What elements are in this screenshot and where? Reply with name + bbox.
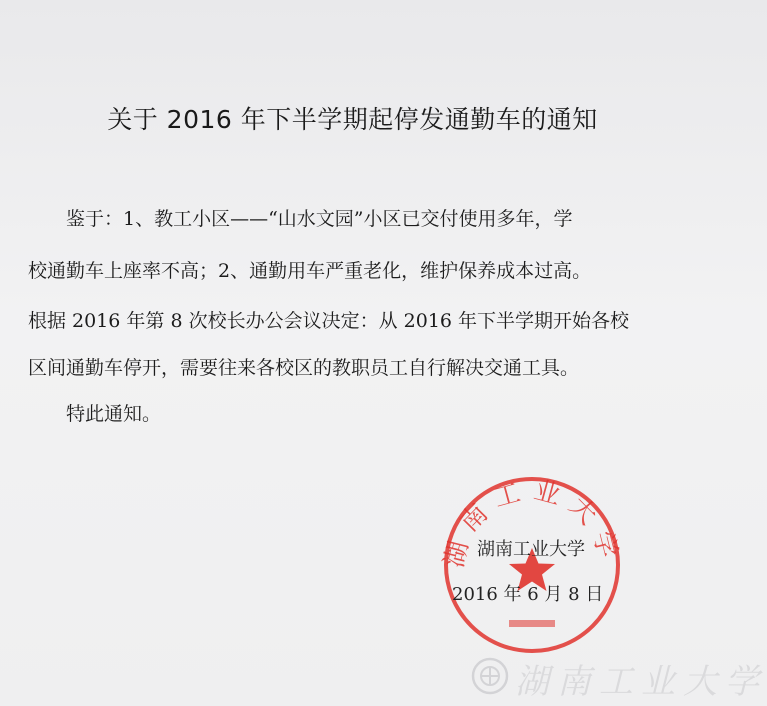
official-seal (437, 470, 627, 660)
seal-code-mark (509, 620, 555, 627)
paragraph-line-2: 校通勤车上座率不高；2、通勤用车严重老化，维护保养成本过高。 (28, 260, 592, 282)
watermark-text: 湖南工业大学 (515, 662, 767, 702)
paragraph-line-4: 区间通勤车停开，需要往来各校区的教职员工自行解决交通工具。 (28, 357, 580, 379)
seal-arc-text: 湖南工业大学 (439, 475, 625, 571)
closing-line: 特此通知。 (66, 403, 162, 425)
paragraph-line-1: 鉴于：1、教工小区——“山水文园”小区已交付使用多年，学 (66, 208, 573, 230)
watermark (470, 652, 767, 702)
signature-organization: 湖南工业大学 (477, 539, 585, 560)
university-emblem-icon (470, 656, 510, 696)
notice-title: 关于 2016 年下半学期起停发通勤车的通知 (107, 105, 598, 134)
signature-date: 2016 年 6 月 8 日 (452, 584, 604, 605)
paragraph-line-3: 根据 2016 年第 8 次校长办公会议决定：从 2016 年下半学期开始各校 (28, 310, 630, 332)
